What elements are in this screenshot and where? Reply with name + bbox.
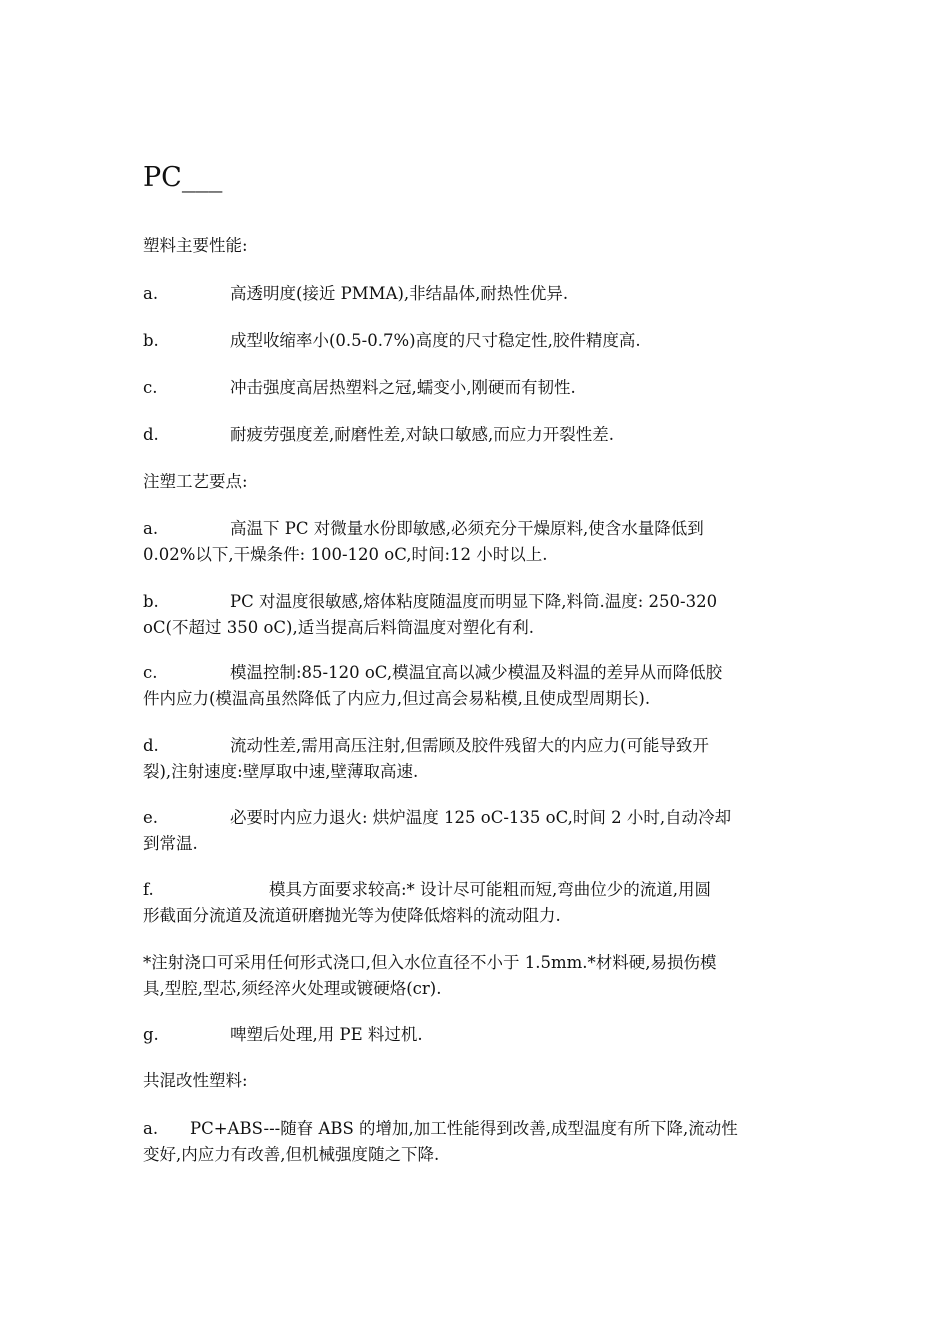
list-item [143,328,811,354]
list-marker: c. [143,663,158,682]
list-item [143,422,811,448]
list-marker: a. [143,284,159,303]
list-item-text: 必要时内应力退火: 烘炉温度 125 oC-135 oC,时间 2 小时,自动冷却 [230,808,732,827]
list-item [143,733,811,785]
list-item-text: 成型收缩率小(0.5-0.7%)高度的尺寸稳定性,胶件精度高. [230,331,641,350]
list-item [143,660,811,712]
list-item [143,1116,811,1168]
list-marker: b. [143,331,159,350]
list-item-text: 模温控制:85-120 oC,模温宜高以减少模温及料温的差异从而降低胶 [230,663,723,682]
note-line: *注射浇口可采用任何形式浇口,但入水位直径不小于 1.5mm.*材料硬,易损伤模 [143,953,717,972]
section-heading-blends: 共混改性塑料: [143,1071,248,1090]
list-marker: c. [143,378,158,397]
list-item-text: PC 对温度很敏感,熔体粘度随温度而明显下降,料筒.温度: 250-320 [230,592,718,611]
list-item [143,281,811,307]
list-marker: g. [143,1025,159,1044]
list-marker: f. [143,880,154,899]
list-item-text-continued: 到常温. [143,834,198,853]
list-item-text-continued: 裂),注射速度:壁厚取中速,壁薄取高速. [143,762,419,781]
list-item-text-continued: 形截面分流道及流道研磨抛光等为使降低熔料的流动阻力. [143,906,561,925]
list-marker: a. [143,1119,159,1138]
note-paragraph [143,950,811,1002]
list-item-text: PC+ABS---随眘 ABS 的增加,加工性能得到改善,成型温度有所下降,流动性 [190,1119,738,1138]
list-item-text-continued: oC(不超过 350 oC),适当提高后料筒温度对塑化有利. [143,618,534,637]
list-item [143,877,811,929]
list-marker: a. [143,519,159,538]
list-item [143,805,811,857]
list-item-text: 耐疲劳强度差,耐磨性差,对缺口敏感,而应力开裂性差. [230,425,614,444]
list-item [143,516,811,568]
list-item-text-continued: 0.02%以下,干燥条件: 100-120 oC,时间:12 小时以上. [143,545,548,564]
list-item-text: 高透明度(接近 PMMA),非结晶体,耐热性优异. [230,284,569,303]
section-heading-process: 注塑工艺要点: [143,472,248,491]
list-item [143,589,811,641]
list-item [143,1022,811,1048]
list-item-text: 冲击强度高居热塑料之冠,蠕变小,刚硬而有韧性. [230,378,576,397]
note-line: 具,型腔,型芯,须经淬火处理或镀硬烙(cr). [143,979,442,998]
document-title: PC___ [143,162,223,193]
list-marker: b. [143,592,159,611]
list-item-text-continued: 变好,内应力有改善,但机械强度随之下降. [143,1145,440,1164]
list-item [143,375,811,401]
list-item-text: 高温下 PC 对微量水份即敏感,必须充分干燥原料,使含水量降低到 [230,519,704,538]
list-marker: d. [143,425,159,444]
list-item-text: 啤塑后处理,用 PE 料过机. [230,1025,423,1044]
list-marker: d. [143,736,159,755]
list-item-text: 流动性差,需用高压注射,但需顾及胶件残留大的内应力(可能导致开 [230,736,709,755]
list-item-text-continued: 件内应力(模温高虽然降低了内应力,但过高会易粘模,且使成型周期长). [143,689,651,708]
section-heading-properties: 塑料主要性能: [143,236,248,255]
list-item-text: 模具方面要求较高:* 设计尽可能粗而短,弯曲位少的流道,用圆 [269,880,712,899]
list-marker: e. [143,808,159,827]
